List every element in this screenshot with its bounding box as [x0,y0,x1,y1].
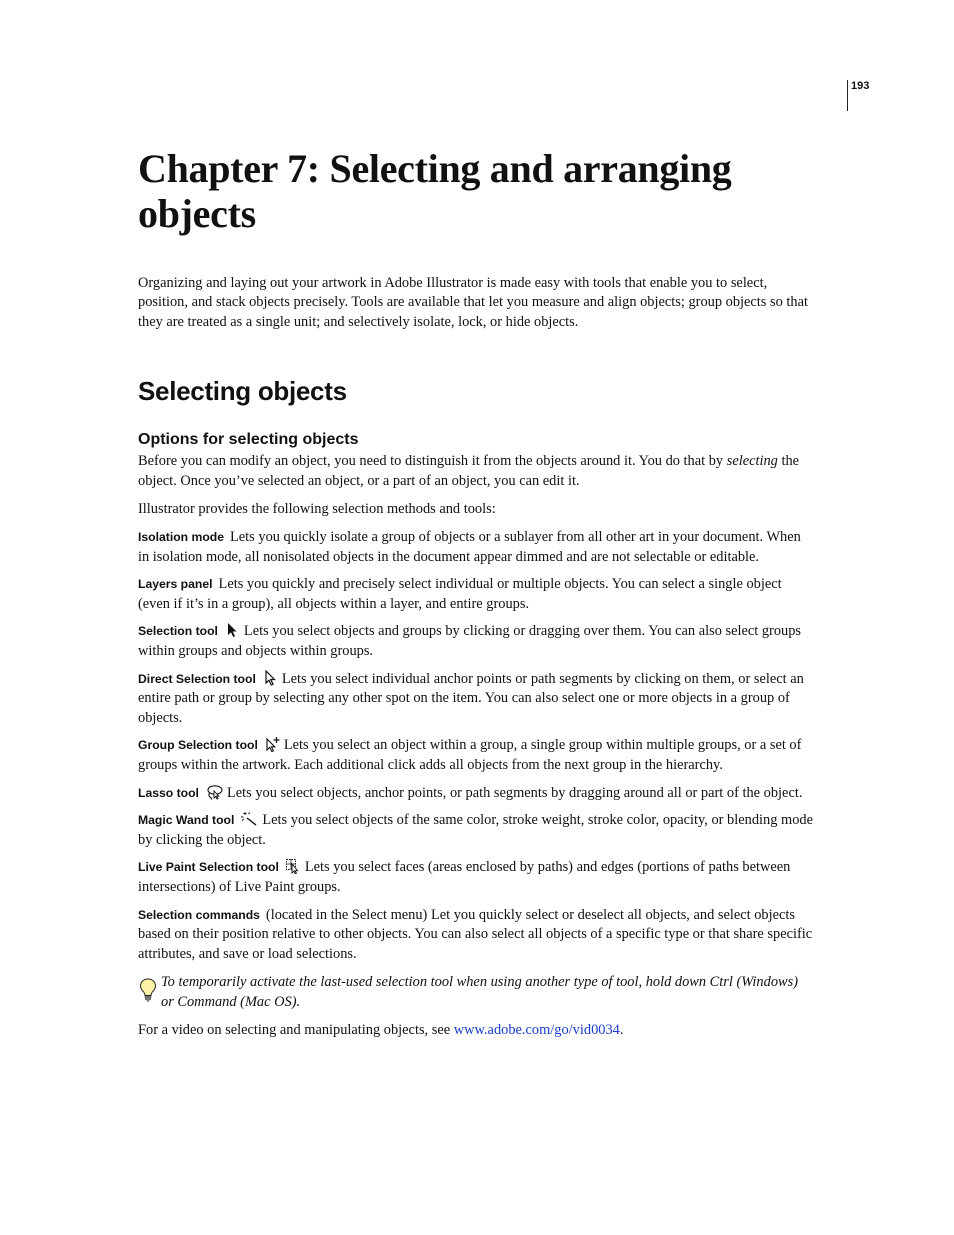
page-content [138,146,814,1041]
group-selection-arrow-icon [264,736,280,752]
tip-note [138,973,814,1012]
lightbulb-icon [138,977,158,1003]
term-label: Selection tool [138,624,218,639]
video-text: For a video on selecting and manipulating objects, see [138,1022,454,1039]
selection-arrow-icon [224,622,240,638]
term-direct-selection-tool [138,670,814,729]
term-label: Group Selection tool [138,738,258,753]
chapter-title: Chapter 7: Selecting and arranging objects [138,146,732,236]
live-paint-selection-icon [285,858,301,874]
term-label: Direct Selection tool [138,671,256,686]
subsection-heading: Options for selecting objects [138,431,359,449]
term-label: Selection commands [138,907,260,922]
paragraph-text: the object. Once you’ve selected an object, or a part of an object, you can edit it. [138,453,800,489]
paragraph-modify-object [138,452,814,491]
term-selection-commands [138,906,814,965]
term-lasso-tool [138,784,814,804]
term-isolation-mode [138,528,814,567]
term-label: Layers panel [138,577,213,592]
term-description: Lets you select objects, anchor points, or path segments by dragging around all or part of the object. [226,784,803,801]
page-number: 193 [851,80,870,92]
intro-paragraph: Organizing and laying out your artwork in Adobe Illustrator is made easy with tools that enable you to select, position, and stack objects precisely. Tools are available that let you measure and align objects; group objects so that they are treated as a single unit; and selectively isolate, lock, or hide objects. [138,275,808,330]
term-description: Lets you quickly isolate a group of objects or a sublayer from all other art in your document. When in isolation mode, all nonisolated objects in the document appear dimmed and are not selectable or editable. [138,529,801,565]
term-description: Lets you select faces (areas enclosed by paths) and edges (portions of paths between intersections) of Live Paint groups. [138,859,791,895]
term-live-paint-selection-tool [138,858,814,897]
term-description: Lets you select individual anchor points or path segments by clicking on them, or select an entire path or group by selecting any other spot on the item. You can also select one or more objects in a group of objects. [138,670,804,726]
term-description: Lets you select an object within a group, a single group within multiple groups, or a set of groups within the artwork. Each additional click adds all objects from the next group in the hierarchy. [138,737,802,773]
magic-wand-icon [240,811,258,827]
term-description: (located in the Select menu) Let you quickly select or deselect all objects, and select objects based on their position relative to other objects. You can also select all objects of a specific type or that share specific attributes, and save or load selections. [138,906,813,962]
video-paragraph [138,1021,814,1041]
paragraph-text: Before you can modify an object, you need to distinguish it from the objects around it. You do that by [138,453,727,470]
term-magic-wand-tool [138,811,814,850]
page-number-rule [847,80,848,111]
term-selection-tool [138,622,814,661]
term-label: Magic Wand tool [138,813,235,828]
term-label: Live Paint Selection tool [138,860,279,875]
term-description: Lets you select objects of the same color, stroke weight, stroke color, opacity, or blending mode by clicking the object. [138,812,813,848]
term-description: Lets you select objects and groups by clicking or dragging over them. You can also select groups within groups and objects within groups. [138,623,802,659]
section-heading: Selecting objects [138,376,347,407]
direct-selection-arrow-icon [262,670,278,686]
tip-text: To temporarily activate the last-used selection tool when using another type of tool, hold down Ctrl (Windows) or Command (Mac OS). [161,974,799,1010]
term-group-selection-tool [138,736,814,775]
video-text-end: . [619,1022,624,1039]
paragraph-methods: Illustrator provides the following selection methods and tools: [138,501,496,518]
term-description: Lets you quickly and precisely select individual or multiple objects. You can select a single object (even if it’s in a group), all objects within a layer, and entire groups. [138,576,782,612]
term-label: Lasso tool [138,785,199,800]
term-label: Isolation mode [138,530,224,544]
video-link[interactable]: www.adobe.com/go/vid0034 [453,1022,620,1039]
lasso-icon [205,784,223,800]
term-layers-panel [138,575,814,614]
emphasis-selecting: selecting [726,453,778,470]
